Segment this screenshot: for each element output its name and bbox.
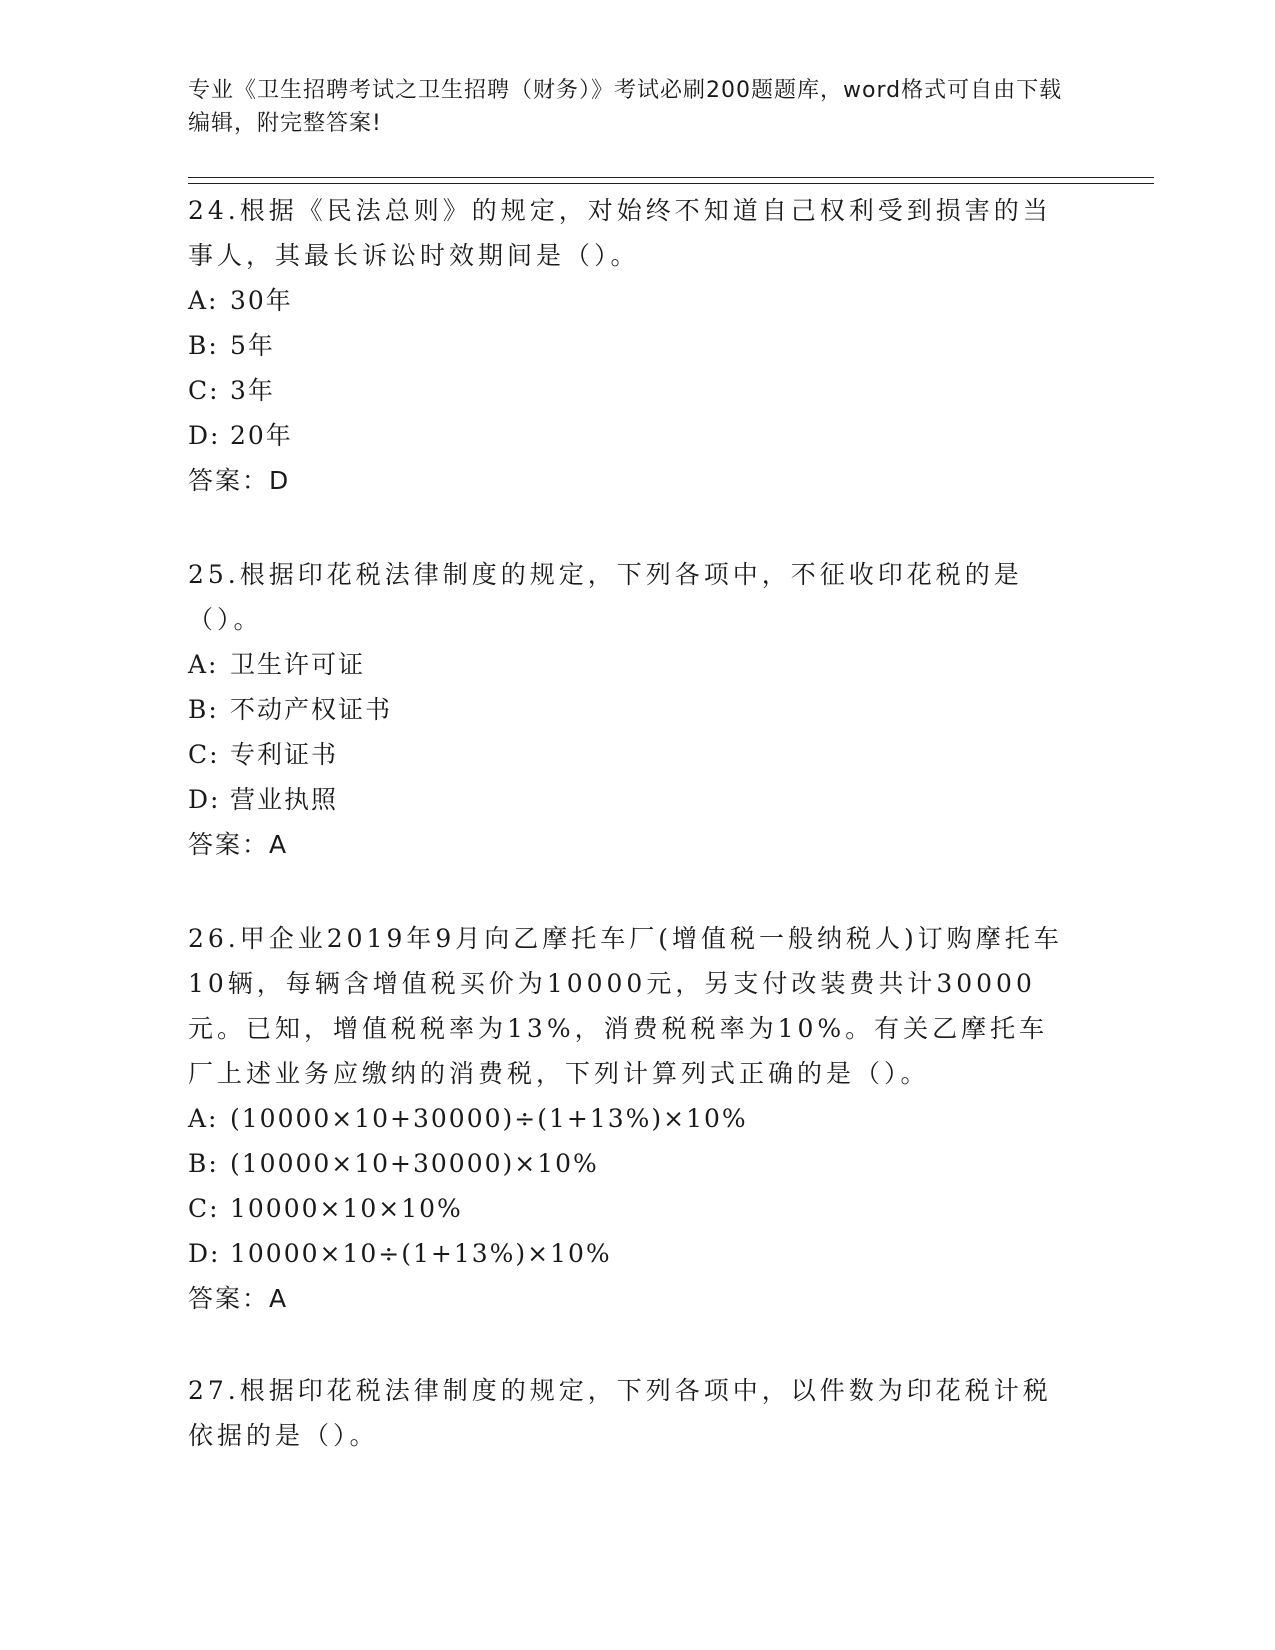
option-label: A: [188,650,219,679]
option-label: A: [188,1104,219,1133]
option-d [188,1231,1068,1276]
option-d [188,413,1068,458]
question-24 [188,188,1068,503]
option-text: 5年 [230,331,275,360]
question-stem: 26.甲企业2019年9月向乙摩托车厂(增值税一般纳税人)订购摩托车10辆，每辆含增值税买价为10000元，另支付改装费共计30000元。已知，增值税税率为13%，消费税税率为10%。有关乙摩托车厂上述业务应缴纳的消费税，下列计算列式正确的是（）。 [188,924,1063,1088]
option-label: D: [188,785,221,814]
option-label: C: [188,740,220,769]
option-text: 专利证书 [230,740,339,769]
document-header: 专业《卫生招聘考试之卫生招聘（财务）》考试必刷200题题库，word格式可自由下载编辑，附完整答案! [188,78,1063,136]
option-label: D: [188,421,221,450]
option-text: (10000×10+30000)÷(1+13%)×10% [230,1104,748,1133]
option-b [188,687,1068,732]
option-text: 30年 [230,286,293,315]
header-divider-top [188,177,1154,178]
option-text: 20年 [230,421,293,450]
option-text: 10000×10×10% [230,1194,463,1223]
option-label: D: [188,1239,221,1268]
option-text: 10000×10÷(1+13%)×10% [230,1239,612,1268]
answer: 答案：D [188,466,291,495]
option-a [188,1096,1068,1141]
option-label: C: [188,376,220,405]
option-label: B: [188,1149,219,1178]
option-label: A: [188,286,219,315]
answer: 答案：A [188,1284,289,1313]
option-label: C: [188,1194,220,1223]
question-27 [188,1368,1068,1458]
option-text: (10000×10+30000)×10% [230,1149,599,1178]
option-c [188,368,1068,413]
option-text: 3年 [230,376,275,405]
option-c [188,732,1068,777]
option-a [188,278,1068,323]
header-divider-bottom [188,183,1154,184]
option-b [188,323,1068,368]
option-label: B: [188,695,219,724]
question-stem: 27.根据印花税法律制度的规定，下列各项中，以件数为印花税计税依据的是（）。 [188,1376,1052,1450]
question-25 [188,552,1068,867]
option-c [188,1186,1068,1231]
question-stem: 25.根据印花税法律制度的规定，下列各项中，不征收印花税的是（）。 [188,560,1023,634]
option-a [188,642,1068,687]
question-stem: 24.根据《民法总则》的规定，对始终不知道自己权利受到损害的当事人，其最长诉讼时效期间是（）。 [188,196,1052,270]
option-b [188,1141,1068,1186]
answer: 答案：A [188,830,289,859]
option-label: B: [188,331,219,360]
question-26 [188,916,1068,1321]
option-text: 营业执照 [230,785,339,814]
option-text: 不动产权证书 [230,695,393,724]
option-text: 卫生许可证 [230,650,366,679]
option-d [188,777,1068,822]
